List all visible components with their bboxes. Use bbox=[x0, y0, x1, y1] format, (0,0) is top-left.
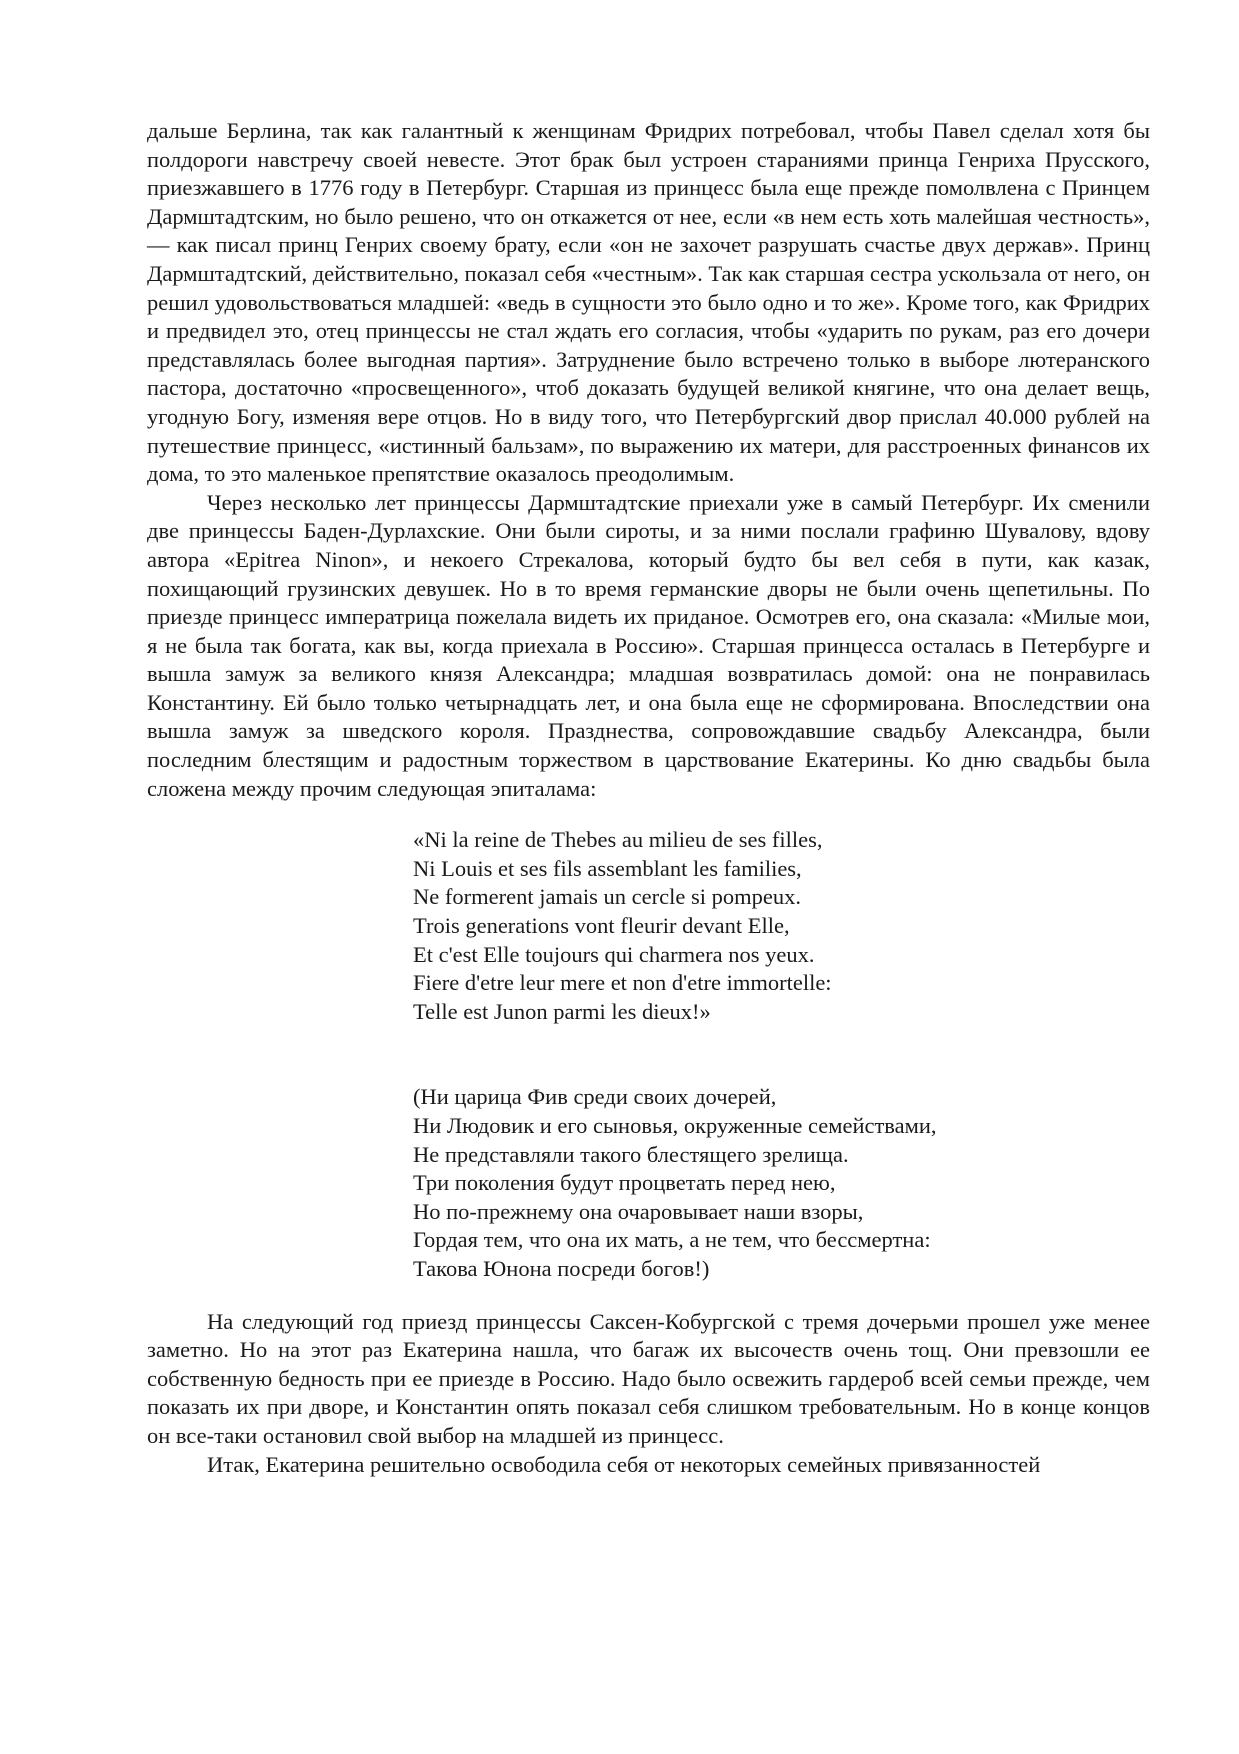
document-body bbox=[147, 117, 1150, 1479]
paragraph-berlin-marriage: дальше Берлина, так как галантный к женщинам Фридрих потребовал, чтобы Павел сделал хотя бы полдороги навстречу своей невесте. Этот брак был устроен стараниями принца Генриха Прусского, приезжавшего в 1776 году в Петербург. Старшая из принцесс была еще прежде помолвлена с Принцем Дармштадтским, но было решено, что он откажется от нее, если «в нем есть хоть малейшая честность», — как писал принц Генрих своему брату, если «он не захочет разрушать счастье двух держав». Принц Дармштадтский, действительно, показал себя «честным». Так как старшая сестра ускользала от него, он решил удовольствоваться младшей: «ведь в сущности это было одно и то же». Кроме того, как Фридрих и предвидел это, отец принцессы не стал ждать его согласия, чтобы «ударить по рукам, раз его дочери представлялась более выгодная партия». Затруднение было встречено только в выборе лютеранского пастора, достаточно «просвещенного», чтоб доказать будущей великой княгине, что она делает вещь, угодную Богу, изменяя вере отцов. Но в виду того, что Петербургский двор прислал 40.000 рублей на путешествие принцесс, «истинный бальзам», по выражению их матери, для расстроенных финансов их дома, то это маленькое препятствие оказалось преодолимым. bbox=[147, 118, 1150, 487]
poem-line: (Ни царица Фив среди своих дочерей, bbox=[413, 1084, 777, 1110]
poem-line: Telle est Junon parmi les dieux!» bbox=[413, 998, 711, 1024]
poem-line: Ni Louis et ses fils assemblant les families, bbox=[413, 855, 802, 881]
poem-line: Но по-прежнему она очаровывает наши взоры, bbox=[413, 1198, 864, 1224]
paragraph-baden-princesses: Через несколько лет принцессы Дармштадтские приехали уже в самый Петербург. Их сменили две принцессы Баден-Дурлахские. Они были сироты, и за ними послали графиню Шувалову, вдову автора «Epitrea Ninon», и некоего Стрекалова, который будто бы вел себя в пути, как казак, похищающий грузинских девушек. Но в то время германские дворы не были очень щепетильны. По приезде принцесс императрица пожелала видеть их приданое. Осмотрев его, она сказала: «Милые мои, я не была так богата, как вы, когда приехала в Россию». Старшая принцесса осталась в Петербурге и вышла замуж за великого князя Александра; младшая возвратилась домой: она не понравилась Константину. Ей было только четырнадцать лет, и она была еще не сформирована. Впоследствии она вышла замуж за шведского короля. Празднества, сопровождавшие свадьбу Александра, были последним блестящим и радостным торжеством в царствование Екатерины. Ко дню свадьбы была сложена между прочим следующая эпиталама: bbox=[147, 489, 1150, 801]
poem-line: Et c'est Elle toujours qui charmera nos yeux. bbox=[413, 941, 815, 967]
epithalamium-russian-translation bbox=[147, 1083, 1150, 1283]
paragraph-saxe-coburg: На следующий год приезд принцессы Саксен-Кобургской с тремя дочерьми прошел уже менее заметно. Но на этот раз Екатерина нашла, что багаж их высочеств очень тощ. Они превзошли ее собственную бедность при ее приезде в Россию. Надо было освежить гардероб всей семьи прежде, чем показать их при дворе, и Константин опять показал себя слишком требовательным. Но в конце концов он все-таки остановил свой выбор на младшей из принцесс. bbox=[147, 1308, 1150, 1448]
poem-line: Trois generations vont fleurir devant Elle, bbox=[413, 913, 790, 939]
epithalamium-french bbox=[147, 826, 1150, 1026]
poem-line: Три поколения будут процветать перед нею, bbox=[413, 1170, 836, 1196]
poem-line: Не представляли такого блестящего зрелища. bbox=[413, 1141, 849, 1167]
poem-line: Гордая тем, что она их мать, а не тем, что бессмертна: bbox=[413, 1227, 931, 1253]
poem-line: Такова Юнона посреди богов!) bbox=[413, 1255, 710, 1281]
poem-line: Fiere d'etre leur mere et non d'etre immortelle: bbox=[413, 970, 832, 996]
poem-line: Ne formerent jamais un cercle si pompeux. bbox=[413, 884, 801, 910]
spacer bbox=[147, 1284, 1150, 1308]
spacer bbox=[147, 803, 1150, 826]
poem-line: Ни Людовик и его сыновья, окруженные семействами, bbox=[413, 1113, 937, 1138]
poem-line: «Ni la reine de Thebes au milieu de ses filles, bbox=[413, 827, 823, 853]
spacer bbox=[147, 1026, 1150, 1083]
paragraph-conclusion: Итак, Екатерина решительно освободила себя от некоторых семейных привязанностей bbox=[207, 1451, 1041, 1477]
